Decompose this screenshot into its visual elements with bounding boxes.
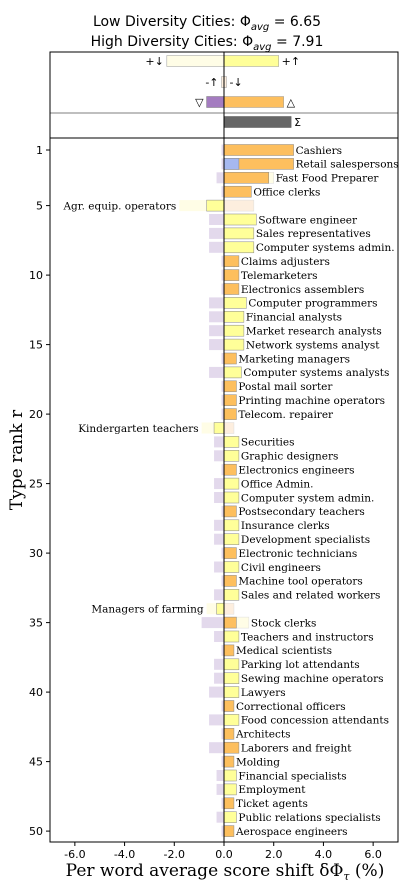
word-label: Stock clerks xyxy=(250,617,317,630)
faded-bar-left xyxy=(214,589,224,600)
word-bar xyxy=(224,492,239,503)
y-tick-label: 10 xyxy=(29,269,43,283)
word-row xyxy=(214,562,321,574)
word-bar xyxy=(224,242,254,253)
summary-label-delta: △ xyxy=(286,96,296,109)
word-bar xyxy=(224,659,239,670)
word-label: Agr. equip. operators xyxy=(63,200,177,213)
summary-label-nabla: ▽ xyxy=(195,96,204,109)
word-row xyxy=(209,714,389,726)
word-bar xyxy=(224,575,236,586)
faded-bar-left xyxy=(209,297,224,308)
word-label: Machine tool operators xyxy=(238,575,363,588)
word-row xyxy=(222,395,386,407)
word-label: Insurance clerks xyxy=(240,520,330,533)
y-tick-label: 25 xyxy=(29,477,43,491)
word-label: Computer systems admin. xyxy=(255,242,395,255)
word-row xyxy=(217,812,381,824)
word-bar xyxy=(224,562,239,573)
faded-bar-left xyxy=(214,520,224,531)
word-bar xyxy=(224,770,236,781)
word-label: Postal mail sorter xyxy=(238,381,333,394)
faded-bar-left xyxy=(214,562,224,573)
x-tick-label: -2.0 xyxy=(163,848,186,861)
word-bar xyxy=(224,617,236,628)
word-row xyxy=(214,534,370,546)
word-bar xyxy=(224,756,234,767)
word-label: Managers of farming xyxy=(91,603,204,616)
word-label: Financial analysts xyxy=(245,311,343,324)
word-row xyxy=(222,506,365,518)
word-row xyxy=(214,673,383,685)
word-label: Telecom. repairer xyxy=(238,408,334,421)
word-label: Sales representatives xyxy=(255,228,371,241)
word-label: Computer system admin. xyxy=(240,492,375,505)
word-bar xyxy=(224,311,244,322)
word-row xyxy=(78,423,234,435)
faded-bar-left xyxy=(214,478,224,489)
summary-label-plus-down: +↓ xyxy=(145,55,164,68)
word-label: Correctional officers xyxy=(235,700,346,713)
y-tick-label: 1 xyxy=(36,144,43,157)
word-label: Financial specialists xyxy=(238,770,347,783)
y-axis-title: Type rank r xyxy=(7,409,27,511)
word-bar xyxy=(224,284,239,295)
word-bar xyxy=(224,297,246,308)
word-bar xyxy=(224,450,239,461)
word-row xyxy=(222,186,321,198)
word-bar xyxy=(224,409,236,420)
y-tick-label: 35 xyxy=(29,616,43,630)
word-label: Sewing machine operators xyxy=(240,673,384,685)
word-bar xyxy=(224,548,236,559)
word-bar xyxy=(224,645,234,656)
word-row xyxy=(222,728,291,740)
faded-bar-right xyxy=(224,603,234,614)
word-bar xyxy=(224,395,236,406)
word-row xyxy=(222,645,332,657)
y-tick-label: 50 xyxy=(29,825,43,839)
faded-bar-left xyxy=(202,617,224,628)
x-tick-label: 2.0 xyxy=(264,848,283,861)
word-label: Cashiers xyxy=(295,144,343,157)
word-row xyxy=(217,172,380,184)
word-bar xyxy=(224,172,269,183)
faded-bar-left xyxy=(209,311,224,322)
summary-bar-plus-down xyxy=(167,56,224,67)
word-row xyxy=(222,548,358,560)
summary-bar-plus-up xyxy=(224,56,279,67)
faded-bar-left xyxy=(209,367,224,378)
word-row xyxy=(209,311,342,323)
word-bar xyxy=(224,367,241,378)
faded-bar-left xyxy=(209,714,224,725)
word-label: Medical scientists xyxy=(235,645,333,658)
word-bar xyxy=(224,145,294,156)
word-bar xyxy=(224,714,239,725)
word-bar xyxy=(224,631,239,642)
word-row xyxy=(209,742,352,754)
word-row xyxy=(222,284,365,296)
word-bar xyxy=(207,200,224,211)
word-row xyxy=(222,158,399,170)
faded-bar-left xyxy=(217,172,224,183)
word-bar xyxy=(214,423,224,434)
word-bar xyxy=(224,381,236,392)
word-label: Printing machine operators xyxy=(238,395,386,407)
faded-bar-right xyxy=(224,423,234,434)
word-row xyxy=(214,631,374,643)
faded-bar-left xyxy=(217,812,224,823)
word-row xyxy=(214,436,294,448)
word-label: Architects xyxy=(235,728,291,741)
word-row xyxy=(217,770,347,782)
word-label: Computer systems analysts xyxy=(243,367,390,380)
faded-bar-left xyxy=(209,228,224,239)
word-bar xyxy=(224,812,236,823)
word-label: Electronic technicians xyxy=(238,547,358,560)
word-label: Network systems analyst xyxy=(245,339,380,352)
word-row xyxy=(222,381,334,393)
word-row xyxy=(209,367,389,379)
word-row xyxy=(214,520,330,532)
word-bar xyxy=(224,478,239,489)
word-row xyxy=(209,214,358,226)
word-bar xyxy=(224,325,244,336)
summary-label-minus-up: -↑ xyxy=(205,76,219,89)
word-row xyxy=(209,339,380,351)
word-row xyxy=(222,256,330,268)
word-label: Software engineer xyxy=(258,214,358,227)
x-tick-label: -6.0 xyxy=(64,848,86,861)
summary-label-plus-up: +↑ xyxy=(281,55,301,68)
faded-bar-left xyxy=(209,742,224,753)
word-label: Graphic designers xyxy=(240,450,339,463)
word-bar xyxy=(224,186,251,197)
word-label: Electronics assemblers xyxy=(240,283,365,296)
word-bar xyxy=(224,270,239,281)
y-tick-label: 15 xyxy=(29,338,43,352)
faded-bar-left xyxy=(209,339,224,350)
word-row xyxy=(214,450,338,462)
faded-bar-left xyxy=(214,659,224,670)
word-label: Securities xyxy=(240,436,295,449)
faded-bar-left xyxy=(214,673,224,684)
summary-bar-nabla xyxy=(207,97,224,108)
word-label: Parking lot attendants xyxy=(240,659,360,672)
word-label: Fast Food Preparer xyxy=(275,172,379,185)
faded-bar-right xyxy=(224,200,254,211)
summary-bar-delta xyxy=(224,97,284,108)
faded-bar-left xyxy=(214,631,224,642)
word-label: Electronics engineers xyxy=(238,464,355,477)
word-row xyxy=(209,325,382,337)
word-bar xyxy=(224,534,239,545)
word-row xyxy=(214,478,313,490)
word-row xyxy=(222,145,343,157)
word-row xyxy=(209,228,371,240)
word-bar xyxy=(224,728,234,739)
word-label: Employment xyxy=(238,784,306,797)
word-row xyxy=(214,589,380,601)
word-label: Laborers and freight xyxy=(240,742,352,755)
word-row xyxy=(217,784,307,796)
faded-bar-left xyxy=(214,534,224,545)
x-tick-label: 0.0 xyxy=(215,848,233,861)
word-bar xyxy=(224,687,239,698)
summary-panel xyxy=(145,55,301,129)
word-row xyxy=(222,756,281,768)
word-row xyxy=(214,659,360,671)
word-bar xyxy=(224,701,234,712)
faded-bar-left xyxy=(209,214,224,225)
word-bar-overlay xyxy=(224,158,239,169)
title-line-2: High Diversity Cities: $\Phi_{avg} = 7.91$ xyxy=(90,34,324,53)
word-row xyxy=(62,200,253,212)
word-row xyxy=(209,297,377,309)
word-label: Civil engineers xyxy=(240,561,321,574)
word-row xyxy=(202,617,317,629)
x-tick-label: 4.0 xyxy=(314,848,333,861)
word-label: Teachers and instructors xyxy=(240,631,374,644)
x-tick-label: -4.0 xyxy=(113,848,136,861)
word-bar xyxy=(224,798,234,809)
word-label: Public relations specialists xyxy=(238,812,381,824)
faded-bar-left xyxy=(214,450,224,461)
faded-bar-left xyxy=(209,687,224,698)
x-tick-label: 6.0 xyxy=(364,848,382,861)
y-tick-label: 45 xyxy=(29,755,43,769)
word-label: Food concession attendants xyxy=(240,714,389,727)
word-label: Computer programmers xyxy=(248,297,378,310)
faded-bar-left xyxy=(214,436,224,447)
word-label: Postsecondary teachers xyxy=(238,506,365,519)
word-row xyxy=(222,701,346,713)
word-row xyxy=(222,270,318,282)
word-row xyxy=(214,492,374,504)
summary-bar-sigma xyxy=(224,117,291,128)
word-label: Retail salespersons xyxy=(295,158,399,171)
y-tick-label: 30 xyxy=(29,547,43,561)
word-label: Lawyers xyxy=(240,686,286,699)
word-bar xyxy=(224,784,236,795)
y-tick-label: 20 xyxy=(29,408,43,422)
word-row xyxy=(222,798,308,810)
word-row xyxy=(222,575,363,587)
title-line-1: Low Diversity Cities: $\Phi_{avg} = 6.65$ xyxy=(92,14,322,33)
word-row xyxy=(222,464,355,476)
chart-title xyxy=(91,14,324,53)
faded-bar-left xyxy=(217,770,224,781)
word-shift-panel xyxy=(62,145,398,838)
word-label: Kindergarten teachers xyxy=(78,422,199,435)
word-label: Marketing managers xyxy=(238,353,351,366)
word-label: Development specialists xyxy=(240,534,371,546)
word-row xyxy=(222,826,348,838)
word-row xyxy=(222,353,351,365)
word-row xyxy=(209,687,286,699)
y-tick-label: 40 xyxy=(29,686,43,700)
word-label: Market research analysts xyxy=(245,325,382,338)
word-bar xyxy=(224,214,256,225)
word-row xyxy=(222,409,335,421)
summary-label-minus-down: -↓ xyxy=(229,76,243,89)
summary-label-sigma: Σ xyxy=(294,116,302,129)
word-bar xyxy=(224,589,239,600)
word-label: Claims adjusters xyxy=(240,256,330,268)
word-row xyxy=(91,603,234,615)
word-label: Office clerks xyxy=(253,186,321,199)
word-bar xyxy=(224,520,239,531)
word-bar xyxy=(224,826,234,837)
word-label: Sales and related workers xyxy=(240,589,381,602)
x-axis-title: Per word average score shift $\delta\Phi_\tau$ (%) xyxy=(65,861,385,883)
word-label: Aerospace engineers xyxy=(235,825,348,838)
faded-bar-left xyxy=(214,492,224,503)
word-bar xyxy=(224,673,239,684)
faded-bar-left xyxy=(217,784,224,795)
word-bar xyxy=(224,353,236,364)
y-tick-label: 5 xyxy=(36,199,43,213)
faded-bar-left xyxy=(209,242,224,253)
word-bar xyxy=(224,742,239,753)
word-label: Ticket agents xyxy=(235,798,308,811)
word-bar xyxy=(224,339,244,350)
word-bar xyxy=(224,228,254,239)
word-label: Telemarketers xyxy=(240,269,318,282)
word-bar xyxy=(224,436,239,447)
word-bar xyxy=(224,256,239,267)
word-label: Molding xyxy=(235,756,280,769)
word-row xyxy=(209,242,395,254)
faded-bar-left xyxy=(209,325,224,336)
word-bar xyxy=(217,603,224,614)
word-label: Office Admin. xyxy=(240,478,314,491)
word-bar xyxy=(224,464,236,475)
word-bar xyxy=(224,506,236,517)
